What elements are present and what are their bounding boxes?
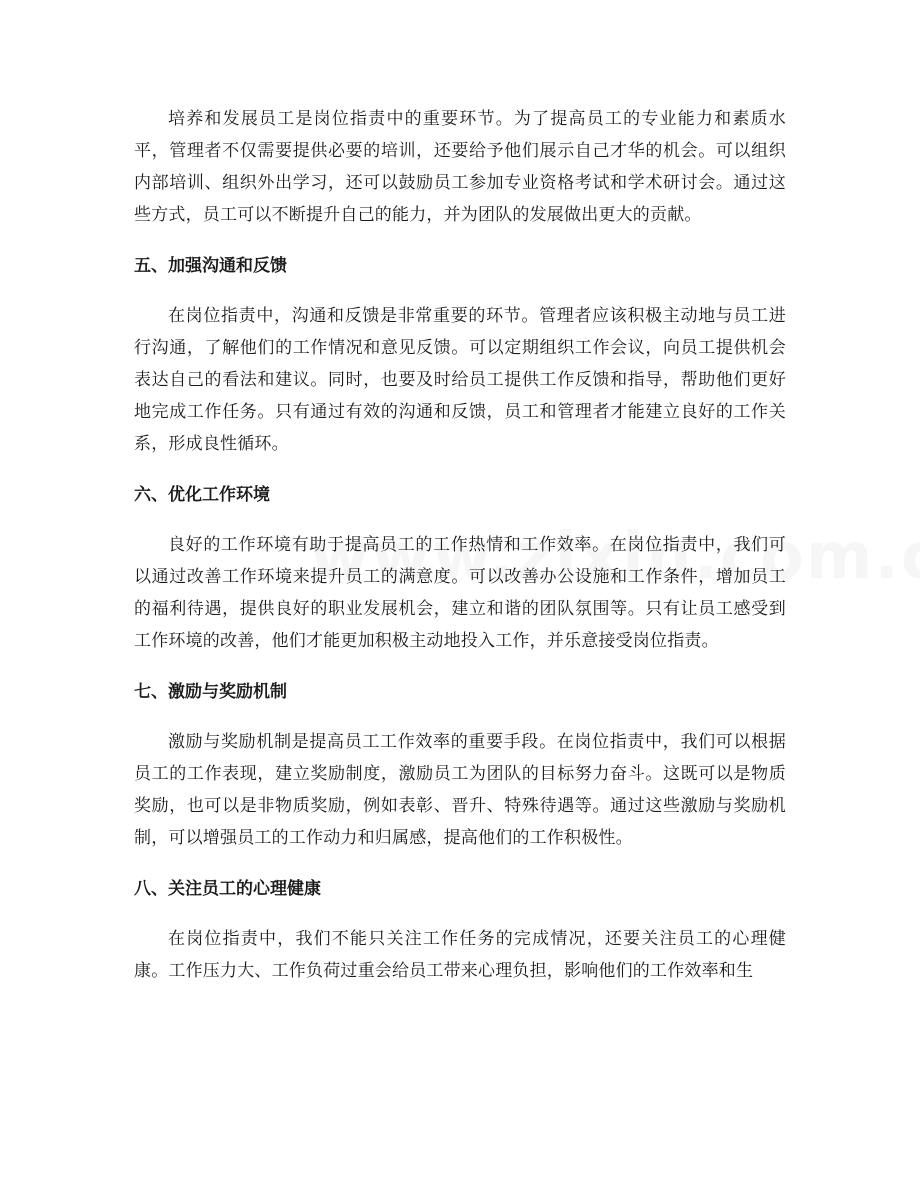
intro-block (134, 103, 786, 231)
section-paragraph: 良好的工作环境有助于提高员工的工作热情和工作效率。在岗位指责中，我们可以通过改善工作环境来提升员工的满意度。可以改善办公设施和工作条件，增加员工的福利待遇，提供良好的职业发展机会，建立和谐的团队氛围等。只有让员工感受到工作环境的改善，他们才能更加积极主动地投入工作，并乐意接受岗位指责。 (134, 535, 786, 651)
section-incentives (134, 657, 786, 854)
section-heading: 六、优化工作环境 (134, 485, 270, 505)
section-heading: 八、关注员工的心理健康 (134, 879, 321, 899)
section-paragraph: 在岗位指责中，沟通和反馈是非常重要的环节。管理者应该积极主动地与员工进行沟通，了解他们的工作情况和意见反馈。可以定期组织工作会议，向员工提供机会表达自己的看法和建议。同时，也要及时给员工提供工作反馈和指导，帮助他们更好地完成工作任务。只有通过有效的沟通和反馈，员工和管理者才能建立良好的工作关系，形成良性循环。 (134, 306, 786, 454)
section-paragraph: 激励与奖励机制是提高员工工作效率的重要手段。在岗位指责中，我们可以根据员工的工作表现，建立奖励制度，激励员工为团队的目标努力奋斗。这既可以是物质奖励，也可以是非物质奖励，例如表彰、晋升、特殊待遇等。通过这些激励与奖励机制，可以增强员工的工作动力和归属感，提高他们的工作积极性。 (134, 732, 786, 848)
section-paragraph: 在岗位指责中，我们不能只关注工作任务的完成情况，还要关注员工的心理健康。工作压力大、工作负荷过重会给员工带来心理负担，影响他们的工作效率和生 (134, 929, 786, 981)
section-communication (134, 231, 786, 460)
section-heading: 五、加强沟通和反馈 (134, 256, 287, 276)
section-heading: 七、激励与奖励机制 (134, 682, 287, 702)
section-environment (134, 460, 786, 657)
section-mental-health (134, 854, 786, 987)
intro-paragraph: 培养和发展员工是岗位指责中的重要环节。为了提高员工的专业能力和素质水平，管理者不仅需要提供必要的培训，还要给予他们展示自己才华的机会。可以组织内部培训、组织外出学习，还可以鼓励员工参加专业资格考试和学术研讨会。通过这些方式，员工可以不断提升自己的能力，并为团队的发展做出更大的贡献。 (134, 109, 786, 225)
